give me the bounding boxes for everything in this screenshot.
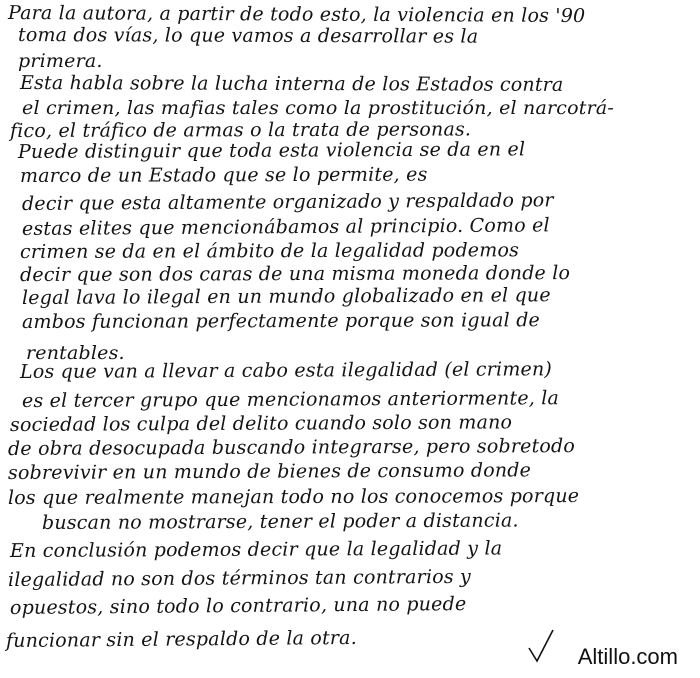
handwritten-line: rentables. [26,342,125,364]
handwritten-line: decir que son dos caras de una misma moneda donde lo [19,262,571,286]
handwritten-line: Para la autora, a partir de todo esto, la violencia en los '90 [7,2,586,28]
handwritten-line: decir que esta altamente organizado y respaldado por [21,189,554,215]
check-mark-icon [527,628,555,664]
handwritten-line: Esta habla sobre la lucha interna de los Estados contra [19,72,564,96]
handwritten-line: funcionar sin el respaldo de la otra. [5,626,358,652]
handwritten-line: fico, el tráfico de armas o la trata de personas. [9,118,472,142]
handwritten-line: Los que van a llevar a cabo esta ilegalidad (el crimen) [19,358,553,383]
handwritten-line: toma dos vías, lo que vamos a desarrollar es la [17,24,479,48]
handwritten-line: ilegalidad no son dos términos tan contrarios y [7,565,472,591]
handwritten-line: Puede distinguir que toda esta violencia se da en el [17,138,526,163]
handwritten-line: el crimen, las mafias tales como la prostitución, el narcotrá- [22,97,615,119]
handwritten-line: los que realmente manejan todo no los conocemos porque [7,485,580,509]
watermark: Altillo.com [577,644,678,669]
handwritten-line: buscan no mostrarse, tener el poder a distancia. [41,509,519,534]
handwritten-line: En conclusión podemos decir que la legalidad y la [9,537,503,562]
handwritten-line: es el tercer grupo que mencionamos anteriormente, la [21,387,560,412]
handwritten-line: sobrevivir en un mundo de bienes de consumo donde [7,459,532,484]
handwritten-line: sociedad los culpa del delito cuando solo son mano [9,411,513,436]
handwritten-line: marco de un Estado que se lo permite, es [19,163,428,187]
handwritten-line: crimen se da en el ámbito de la legalidad podemos [19,239,520,263]
handwritten-line: ambos funcionan perfectamente porque son igual de [21,309,541,333]
handwritten-line: primera. [18,50,103,72]
handwritten-line: estas elites que mencionábamos al principio. Como el [21,214,550,240]
handwritten-line: de obra desocupada buscando integrarse, pero sobretodo [7,435,576,460]
handwritten-line: legal lava lo ilegal en un mundo globalizado en el que [21,284,551,309]
handwritten-line: opuestos, sino todo lo contrario, una no puede [9,593,467,619]
